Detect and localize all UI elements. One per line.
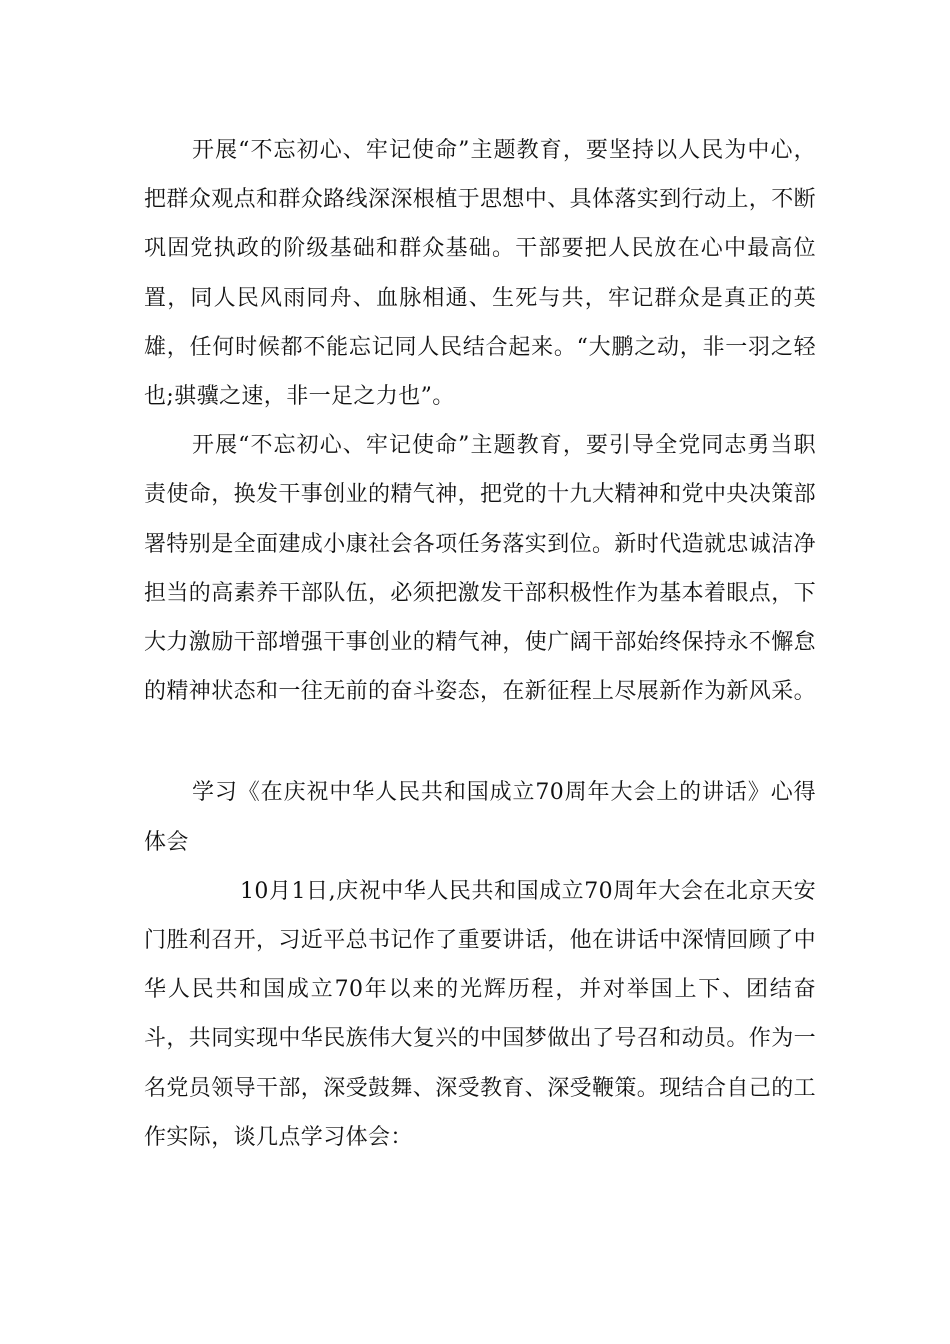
document-body [144, 126, 816, 1162]
paragraph-2: 开展“不忘初心、牢记使命”主题教育，要引导全党同志勇当职责使命，换发干事创业的精气神，把党的十九大精神和党中央决策部署特别是全面建成小康社会各项任务落实到位。新时代造就忠诚洁净担当的高素养干部队伍，必须把激发干部积极性作为基本着眼点，下大力激励干部增强干事创业的精气神，使广阔干部始终保持永不懈怠的精神状态和一往无前的奋斗姿态，在新征程上尽展新作为新风采。 [144, 433, 817, 705]
paragraph-1: 开展“不忘初心、牢记使命”主题教育，要坚持以人民为中心，把群众观点和群众路线深深根植于思想中、具体落实到行动上，不断巩固党执政的阶级基础和群众基础。干部要把人民放在心中最高位置，同人民风雨同舟、血脉相通、生死与共，牢记群众是真正的英雄，任何时候都不能忘记同人民结合起来。“大鹏之动，非一羽之轻也;骐骥之速，非一足之力也”。 [144, 138, 817, 410]
section-spacer [144, 716, 816, 768]
section-title: 学习《在庆祝中华人民共和国成立70周年大会上的讲话》心得体会 [144, 780, 816, 855]
section-paragraph: 10月1日,庆祝中华人民共和国成立70周年大会在北京天安门胜利召开，习近平总书记作了重要讲话，他在讲话中深情回顾了中华人民共和国成立70年以来的光辉历程，并对举国上下、团结奋斗，共同实现中华民族伟大复兴的中国梦做出了号召和动员。作为一名党员领导干部，深受鼓舞、深受教育、深受鞭策。现结合自己的工作实际，谈几点学习体会： [144, 878, 817, 1150]
